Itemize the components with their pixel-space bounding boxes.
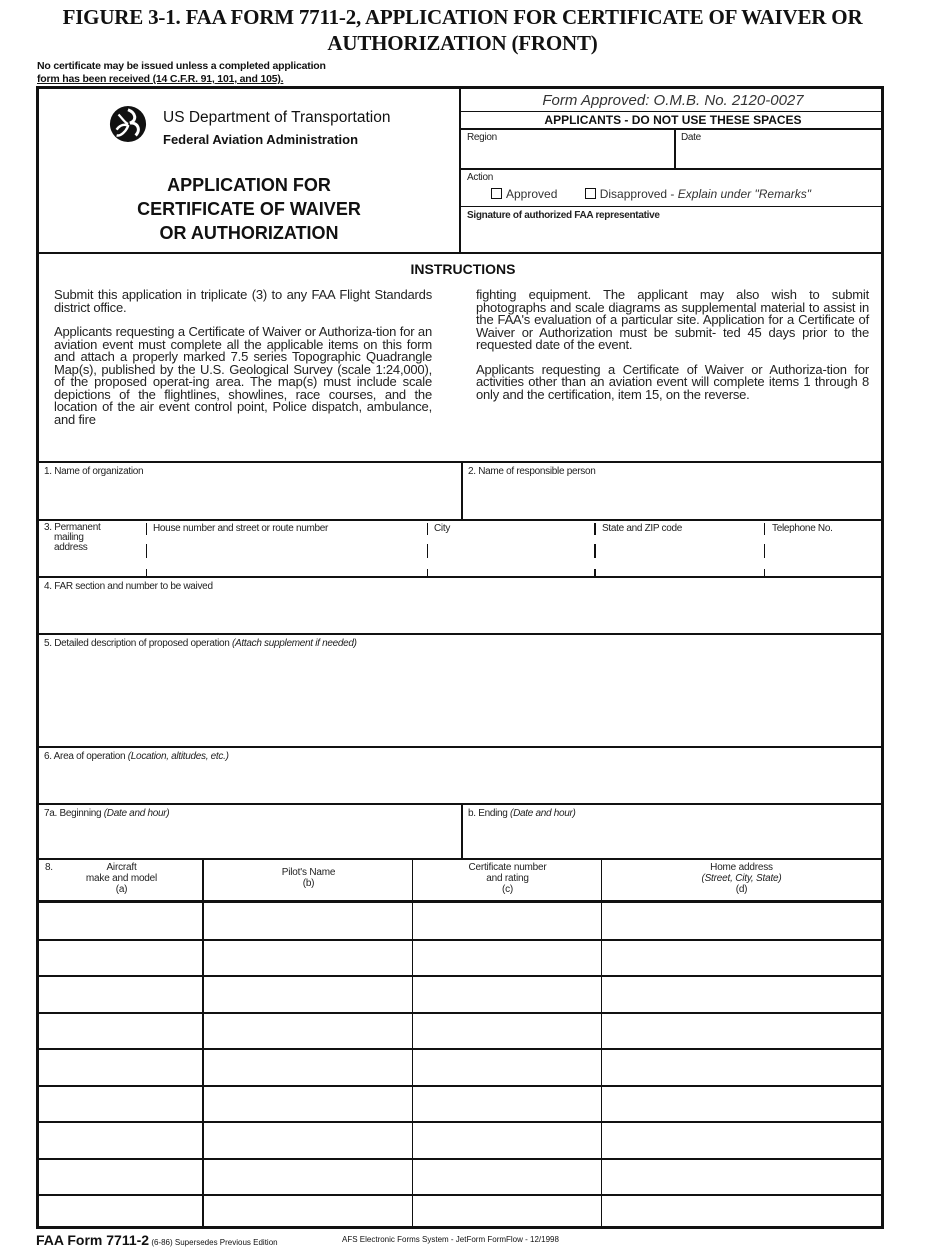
date-label: Date: [681, 132, 701, 143]
instruction-paragraph: fighting equipment. The applicant may also wish to submit photographs and scale diagrams as supplemental material to assist in the FAA's evaluation of a particular site. Application for a Certificate of Waiver or Authorization must be submit- ted 45 days prior to the requested date of the event.: [476, 287, 869, 352]
date-field[interactable]: [676, 129, 881, 167]
home-address-cell[interactable]: [602, 1049, 881, 1084]
instructions-title: INSTRUCTIONS: [410, 261, 516, 277]
header-line: Pilot's Name: [281, 867, 336, 878]
label-text: 7a. Beginning: [44, 808, 104, 819]
signature-label: Signature of authorized FAA representative: [467, 210, 660, 221]
header-line: Home address: [710, 862, 773, 873]
header-line: (c): [501, 884, 514, 895]
action-label: Action: [467, 172, 493, 183]
certificate-cell[interactable]: [413, 940, 601, 975]
header-line: and rating: [486, 873, 529, 884]
approved-option[interactable]: [491, 187, 557, 201]
instruction-paragraph: Applicants requesting a Certificate of Waiver or Authoriza-tion for activities other than an aviation event will complete items 1 through 8 only and the certification, item 15, on the reverse.: [476, 361, 869, 402]
col-certificate-header: [413, 862, 602, 895]
pilot-name-cell[interactable]: [204, 903, 412, 938]
area-of-operation-field[interactable]: [39, 748, 881, 803]
form-title-line3: OR AUTHORIZATION: [159, 223, 339, 243]
faa-form-7711-2: [36, 86, 884, 1229]
omb-number: Form Approved: O.M.B. No. 2120-0027: [542, 92, 804, 109]
region-field[interactable]: [460, 129, 674, 167]
beginning-date-label: [44, 808, 169, 819]
pilot-name-cell[interactable]: [204, 1122, 412, 1157]
aircraft-cell[interactable]: [39, 1013, 202, 1048]
notice-line2: form has been received (14 C.F.R. 91, 101, and 105).: [37, 73, 284, 85]
home-address-cell[interactable]: [602, 1086, 881, 1121]
applicants-notice: APPLICANTS - DO NOT USE THESE SPACES: [544, 113, 802, 127]
certificate-cell[interactable]: [413, 1049, 601, 1084]
instructions-left-column: [54, 289, 432, 438]
ending-date-label: [468, 808, 576, 819]
aircraft-cell[interactable]: [39, 903, 202, 938]
aircraft-cell[interactable]: [39, 940, 202, 975]
far-section-label: 4. FAR section and number to be waived: [44, 581, 213, 592]
aircraft-cell[interactable]: [39, 976, 202, 1011]
col-pilot-name-header: [204, 867, 413, 889]
home-address-cell[interactable]: [602, 1122, 881, 1157]
home-address-cell[interactable]: [602, 1195, 881, 1230]
certificate-cell[interactable]: [413, 976, 601, 1011]
city-label: City: [434, 523, 451, 534]
state-zip-field[interactable]: [596, 521, 764, 577]
form-title: [39, 173, 459, 245]
approved-checkbox[interactable]: [491, 188, 502, 199]
pilot-name-cell[interactable]: [204, 976, 412, 1011]
home-address-cell[interactable]: [602, 1159, 881, 1194]
operation-description-label: [44, 638, 357, 649]
certificate-cell[interactable]: [413, 1086, 601, 1121]
aircraft-cell[interactable]: [39, 1086, 202, 1121]
home-address-cell[interactable]: [602, 976, 881, 1011]
region-label: Region: [467, 132, 497, 143]
home-address-cell[interactable]: [602, 940, 881, 975]
instruction-paragraph: Applicants requesting a Certificate of Waiver or Authoriza-tion for an aviation event must complete all the applicable items on this form and attach a properly marked 7.5 series Topographic Quadrangle Map(s), published by the U.S. Geological Survey (scale 1:24,000), of the proposed operat-ing area. The map(s) must include scale depictions of the flightlines, showlines, race courses, and the location of the air event control point, Police dispatch, ambulance, and fire: [54, 324, 432, 427]
street-label: House number and street or route number: [153, 523, 329, 534]
organization-name-field[interactable]: [39, 463, 461, 519]
aircraft-cell[interactable]: [39, 1049, 202, 1084]
approved-label: Approved: [506, 187, 558, 201]
beginning-date-field[interactable]: [39, 805, 461, 858]
edition-note: (6-86) Supersedes Previous Edition: [149, 1238, 278, 1247]
header-line: Certificate number: [468, 862, 547, 873]
telephone-field[interactable]: [765, 521, 881, 577]
responsible-person-label: 2. Name of responsible person: [468, 466, 596, 477]
col-home-address-header: [602, 862, 881, 895]
home-address-cell[interactable]: [602, 1013, 881, 1048]
certificate-cell[interactable]: [413, 1159, 601, 1194]
far-section-field[interactable]: [39, 578, 881, 633]
header-line: (Street, City, State): [701, 873, 782, 884]
label-text: 5. Detailed description of proposed operation: [44, 638, 232, 649]
home-address-cell[interactable]: [602, 903, 881, 938]
pilot-name-cell[interactable]: [204, 940, 412, 975]
label-text: b. Ending: [468, 808, 511, 819]
disapproved-label: Disapproved -: [599, 187, 678, 201]
mailing-address-label-line2: mailing: [54, 532, 84, 543]
label-text: 6. Area of operation: [44, 751, 128, 762]
rule: [460, 168, 881, 170]
rule: [460, 111, 881, 112]
mailing-address-label: [44, 523, 100, 553]
header-line: (d): [735, 884, 748, 895]
header-line: make and model: [85, 873, 158, 884]
issuance-notice: [37, 60, 437, 86]
header-line: Aircraft: [106, 862, 137, 873]
form-title-line1: APPLICATION FOR: [167, 175, 331, 195]
notice-line1: No certificate may be issued unless a completed application: [37, 60, 326, 72]
form-id: [36, 1232, 278, 1248]
forms-system-note: AFS Electronic Forms System - JetForm FormFlow - 12/1998: [342, 1235, 559, 1244]
certificate-cell[interactable]: [413, 1122, 601, 1157]
pilot-name-cell[interactable]: [204, 1086, 412, 1121]
certificate-cell[interactable]: [413, 1195, 601, 1230]
certificate-cell[interactable]: [413, 1013, 601, 1048]
telephone-label: Telephone No.: [772, 523, 833, 534]
city-field[interactable]: [428, 521, 594, 577]
aircraft-cell[interactable]: [39, 1159, 202, 1194]
pilot-name-cell[interactable]: [204, 1049, 412, 1084]
aircraft-cell[interactable]: [39, 1195, 202, 1230]
instructions-right-column: [476, 289, 869, 413]
pilot-name-cell[interactable]: [204, 1195, 412, 1230]
label-note: (Location, altitudes, etc.): [127, 751, 229, 762]
pilot-name-cell[interactable]: [204, 1013, 412, 1048]
figure-title: [0, 4, 925, 56]
label-note: (Date and hour): [510, 808, 576, 819]
dot-logo-icon: [109, 105, 147, 143]
state-zip-label: State and ZIP code: [602, 523, 683, 534]
instruction-paragraph: Submit this application in triplicate (3) to any FAA Flight Standards district office.: [54, 287, 432, 315]
header-line: (a): [115, 884, 128, 895]
disapproved-note: Explain under "Remarks": [677, 187, 812, 201]
signature-field[interactable]: [460, 207, 881, 252]
mailing-address-label-line1: 3. Permanent: [44, 522, 101, 533]
disapproved-option[interactable]: [585, 187, 811, 201]
label-note: (Date and hour): [103, 808, 170, 819]
figure-title-line2: AUTHORIZATION (FRONT): [327, 31, 598, 55]
ending-date-field[interactable]: [463, 805, 881, 858]
form-title-line2: CERTIFICATE OF WAIVER: [137, 199, 361, 219]
sub-agency-name: Federal Aviation Administration: [163, 132, 359, 147]
col-aircraft-header: [39, 862, 204, 895]
area-of-operation-label: [44, 751, 229, 762]
disapproved-checkbox[interactable]: [585, 188, 596, 199]
agency-name: US Department of Transportation: [163, 109, 391, 126]
action-options: [491, 187, 811, 201]
item-8-label: 8.: [45, 862, 53, 873]
form-id-text: FAA Form 7711-2: [36, 1232, 150, 1248]
figure-title-line1: FIGURE 3-1. FAA FORM 7711-2, APPLICATION FOR CERTIFICATE OF WAIVER OR: [62, 5, 863, 29]
operation-description-field[interactable]: [39, 635, 881, 746]
street-field[interactable]: [147, 521, 427, 577]
responsible-person-field[interactable]: [463, 463, 881, 519]
aircraft-cell[interactable]: [39, 1122, 202, 1157]
header-bottom-rule: [39, 252, 881, 254]
rule: [39, 858, 881, 860]
mailing-address-label-line3: address: [54, 542, 88, 553]
header-line: (b): [302, 878, 315, 889]
organization-name-label: 1. Name of organization: [44, 466, 144, 477]
label-note: (Attach supplement if needed): [232, 638, 357, 649]
pilot-name-cell[interactable]: [204, 1159, 412, 1194]
certificate-cell[interactable]: [413, 903, 601, 938]
